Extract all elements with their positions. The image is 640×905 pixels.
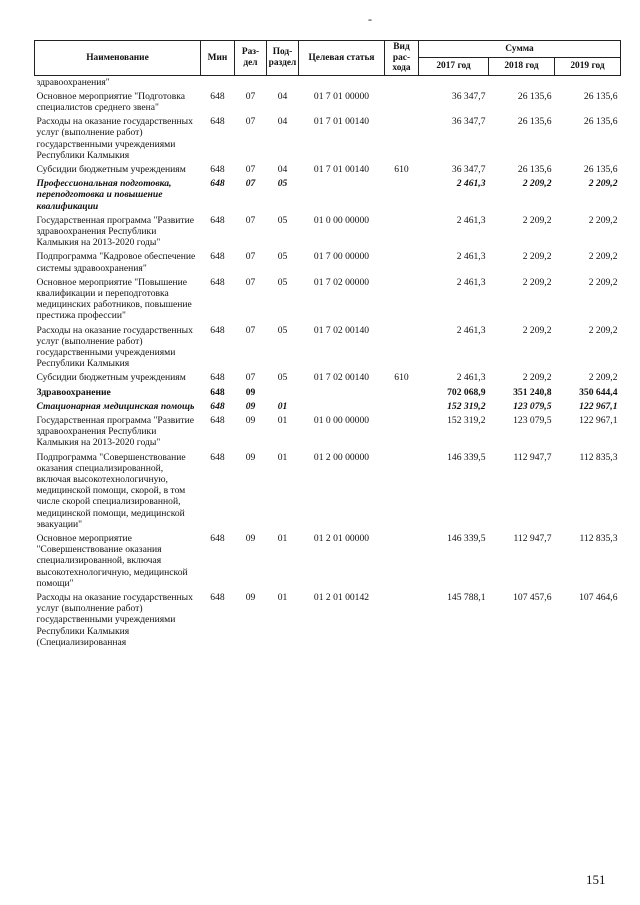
cell-celevaya: 01 7 00 00000 [313, 251, 370, 263]
cell-min: 648 [210, 276, 225, 288]
table-row [35, 451, 621, 532]
cell-min: 648 [210, 386, 225, 398]
cell-vid [385, 591, 419, 650]
cell-podrazdel: 01 [277, 533, 288, 545]
cell-min: 648 [210, 178, 225, 190]
cell-min: 648 [210, 592, 225, 604]
cell-razdel: 07 [245, 116, 256, 128]
header-vid: Вид рас-хода [385, 41, 419, 76]
cell-2019: 2 209,2 [588, 251, 618, 263]
cell-celevaya: 01 7 01 00000 [313, 90, 370, 102]
cell-2018: 26 135,6 [517, 90, 552, 102]
cell-2019: 26 135,6 [583, 116, 618, 128]
cell-name: Основное мероприятие "Совершенствование оказания специализированной, включая высокотехнологичную, медицинской помощи" [36, 533, 188, 589]
cell-2017: 2 461,3 [456, 276, 486, 288]
cell-min: 648 [210, 324, 225, 336]
cell-2018: 2 209,2 [522, 276, 552, 288]
cell-min: 648 [210, 372, 225, 384]
cell-2018: 2 209,2 [522, 214, 552, 226]
cell-razdel: 07 [245, 178, 256, 190]
cell-razdel: 09 [245, 386, 256, 398]
table-row [35, 115, 621, 163]
cell-name: Субсидии бюджетным учреждениям [36, 163, 186, 175]
table-row [35, 532, 621, 591]
cell-2018: 107 457,6 [513, 592, 552, 604]
table-row [35, 591, 621, 650]
header-celevaya: Целевая статья [299, 41, 385, 76]
cell-2017: 145 788,1 [447, 592, 486, 604]
cell-razdel: 09 [245, 400, 256, 412]
cell-min: 648 [210, 116, 225, 128]
cell-2019: 2 209,2 [588, 276, 618, 288]
cell-podrazdel: 04 [277, 116, 288, 128]
cell-celevaya: 01 7 01 00140 [313, 116, 370, 128]
cell-2018: 26 135,6 [517, 116, 552, 128]
cell-2017: 36 347,7 [451, 90, 486, 102]
cell-2018: 2 209,2 [522, 372, 552, 384]
cell-2017: 152 319,2 [447, 400, 486, 412]
cell-razdel: 07 [245, 276, 256, 288]
cell-2017: 146 339,5 [447, 451, 486, 463]
cell-2017: 2 461,3 [456, 372, 486, 384]
table-row [35, 371, 621, 385]
header-min: Мин [201, 41, 235, 76]
cell-vid [385, 400, 419, 414]
cell-name: Субсидии бюджетным учреждениям [36, 372, 186, 384]
cell-vid: 610 [394, 372, 409, 384]
cell-vid [385, 414, 419, 451]
cell-razdel: 07 [245, 251, 256, 263]
cell-podrazdel: 05 [277, 214, 288, 226]
cell-2017: 152 319,2 [447, 414, 486, 426]
page-number: 151 [586, 872, 606, 887]
cell-podrazdel: 01 [277, 451, 288, 463]
cell-name: Основное мероприятие "Повышение квалификации и переподготовка медицинских работников, повышение престижа профессии" [36, 276, 192, 322]
cell-min: 648 [210, 414, 225, 426]
top-mark: - [368, 12, 372, 26]
table-row [35, 163, 621, 177]
cell-2019: 26 135,6 [583, 90, 618, 102]
cell-name: Расходы на оказание государственных услуг (выполнение работ) государственными учреждениями Республики Калмыкия [36, 324, 193, 370]
table-row [35, 324, 621, 372]
cell-razdel: 09 [245, 414, 256, 426]
cell-razdel [235, 75, 267, 90]
cell-2017: 36 347,7 [451, 116, 486, 128]
cell-2019: 2 209,2 [588, 178, 618, 190]
cell-celevaya: 01 7 02 00000 [313, 276, 370, 288]
cell-razdel: 09 [245, 592, 256, 604]
cell-celevaya [299, 400, 385, 414]
cell-2018: 2 209,2 [522, 178, 552, 190]
header-2019: 2019 год [555, 58, 621, 75]
cell-2019: 2 209,2 [588, 324, 618, 336]
cell-celevaya: 01 0 00 00000 [313, 214, 370, 226]
cell-2019: 26 135,6 [583, 163, 618, 175]
cell-podrazdel: 04 [277, 90, 288, 102]
cell-name: Основное мероприятие "Подготовка специалистов среднего звена" [36, 90, 186, 113]
cell-celevaya: 01 2 01 00142 [313, 592, 370, 604]
cell-min: 648 [210, 90, 225, 102]
cell-razdel: 09 [245, 533, 256, 545]
header-summa: Сумма [419, 41, 621, 58]
cell-2018: 2 209,2 [522, 324, 552, 336]
cell-podrazdel: 01 [277, 400, 288, 412]
table-row [35, 75, 621, 90]
cell-vid [385, 250, 419, 275]
cell-podrazdel: 05 [277, 276, 288, 288]
cell-vid: 610 [394, 163, 409, 175]
cell-2017: 2 461,3 [456, 214, 486, 226]
cell-min: 648 [210, 400, 225, 412]
cell-name: Расходы на оказание государственных услуг (выполнение работ) государственными учреждениями Республики Калмыкия (Специализированная [36, 592, 193, 648]
cell-2017: 36 347,7 [451, 163, 486, 175]
cell-razdel: 07 [245, 163, 256, 175]
cell-razdel: 07 [245, 90, 256, 102]
cell-vid [385, 451, 419, 532]
header-2018: 2018 год [489, 58, 555, 75]
cell-2018: 112 947,7 [513, 533, 552, 545]
table-row [35, 177, 621, 214]
cell-name: Государственная программа "Развитие здравоохранения Республики Калмыкия на 2013-2020 годы" [36, 214, 195, 249]
cell-2018: 2 209,2 [522, 251, 552, 263]
cell-podrazdel: 01 [277, 414, 288, 426]
cell-celevaya [299, 75, 385, 90]
cell-razdel: 09 [245, 451, 256, 463]
cell-min: 648 [210, 163, 225, 175]
table-row [35, 386, 621, 400]
cell-2017: 2 461,3 [456, 251, 486, 263]
cell-vid [385, 532, 419, 591]
cell-2019: 112 835,3 [579, 533, 618, 545]
cell-2019: 112 835,3 [579, 451, 618, 463]
cell-min: 648 [210, 251, 225, 263]
cell-2017 [419, 75, 489, 90]
cell-name: Расходы на оказание государственных услуг (выполнение работ) государственными учреждениями Республики Калмыкия [36, 116, 193, 161]
cell-2019: 122 967,1 [579, 400, 618, 412]
cell-vid [385, 75, 419, 90]
table-body [35, 75, 621, 650]
cell-2019: 2 209,2 [588, 214, 618, 226]
cell-celevaya: 01 7 02 00140 [313, 324, 370, 336]
cell-celevaya: 01 7 01 00140 [313, 163, 370, 175]
cell-celevaya [299, 177, 385, 214]
cell-podrazdel: 05 [277, 372, 288, 384]
cell-2019 [555, 75, 621, 90]
cell-vid [385, 276, 419, 324]
cell-name: Здравоохранение [36, 386, 111, 398]
table-header [35, 41, 621, 76]
header-2017: 2017 год [419, 58, 489, 75]
cell-podrazdel [267, 75, 299, 90]
cell-razdel: 07 [245, 372, 256, 384]
table-row [35, 414, 621, 451]
cell-2017: 2 461,3 [456, 178, 486, 190]
cell-vid [385, 324, 419, 372]
budget-table [34, 40, 621, 650]
header-razdel: Раз-дел [235, 41, 267, 76]
cell-podrazdel: 05 [277, 324, 288, 336]
cell-razdel: 07 [245, 214, 256, 226]
cell-min: 648 [210, 214, 225, 226]
cell-name: Стационарная медицинская помощь [36, 400, 195, 412]
cell-2018: 351 240,8 [513, 386, 552, 398]
table-row [35, 90, 621, 115]
cell-2018 [489, 75, 555, 90]
cell-vid [385, 90, 419, 115]
cell-podrazdel: 04 [277, 163, 288, 175]
cell-2019: 2 209,2 [588, 372, 618, 384]
cell-2018: 112 947,7 [513, 451, 552, 463]
cell-2018: 26 135,6 [517, 163, 552, 175]
cell-celevaya: 01 0 00 00000 [313, 414, 370, 426]
cell-vid [385, 386, 419, 400]
table-row [35, 400, 621, 414]
table-row [35, 276, 621, 324]
cell-2017: 702 068,9 [447, 386, 486, 398]
cell-celevaya: 01 7 02 00140 [313, 372, 370, 384]
cell-podrazdel: 05 [277, 178, 288, 190]
cell-name: здравоохранения" [36, 76, 110, 88]
cell-2019: 122 967,1 [579, 414, 618, 426]
cell-2018: 123 079,5 [513, 414, 552, 426]
cell-2019: 107 464,6 [579, 592, 618, 604]
cell-2017: 146 339,5 [447, 533, 486, 545]
cell-name: Подпрограмма "Кадровое обеспечение системы здравоохранения" [36, 251, 196, 274]
cell-podrazdel: 05 [277, 251, 288, 263]
cell-vid [385, 115, 419, 163]
cell-min: 648 [210, 451, 225, 463]
table-row [35, 250, 621, 275]
cell-podrazdel [267, 386, 299, 400]
header-name: Наименование [35, 41, 201, 76]
cell-min: 648 [210, 533, 225, 545]
cell-name: Государственная программа "Развитие здравоохранения Республики Калмыкия на 2013-2020 годы" [36, 414, 195, 449]
cell-podrazdel: 01 [277, 592, 288, 604]
cell-2018: 123 079,5 [513, 400, 552, 412]
cell-min [201, 75, 235, 90]
cell-celevaya: 01 2 00 00000 [313, 451, 370, 463]
cell-vid [385, 177, 419, 214]
cell-celevaya: 01 2 01 00000 [313, 533, 370, 545]
cell-razdel: 07 [245, 324, 256, 336]
cell-2017: 2 461,3 [456, 324, 486, 336]
cell-2019: 350 644,4 [579, 386, 618, 398]
cell-name: Подпрограмма "Совершенствование оказания специализированной, включая высокотехнологичную, медицинской помощи, скорой, в том числе скорой специализированной, медицинской помощи, медицинской эвакуации" [36, 451, 186, 530]
cell-vid [385, 214, 419, 251]
table-row [35, 214, 621, 251]
header-podrazdel: Под-раздел [267, 41, 299, 76]
cell-name: Профессиональная подготовка, переподготовка и повышение квалификации [36, 178, 172, 212]
cell-celevaya [299, 386, 385, 400]
